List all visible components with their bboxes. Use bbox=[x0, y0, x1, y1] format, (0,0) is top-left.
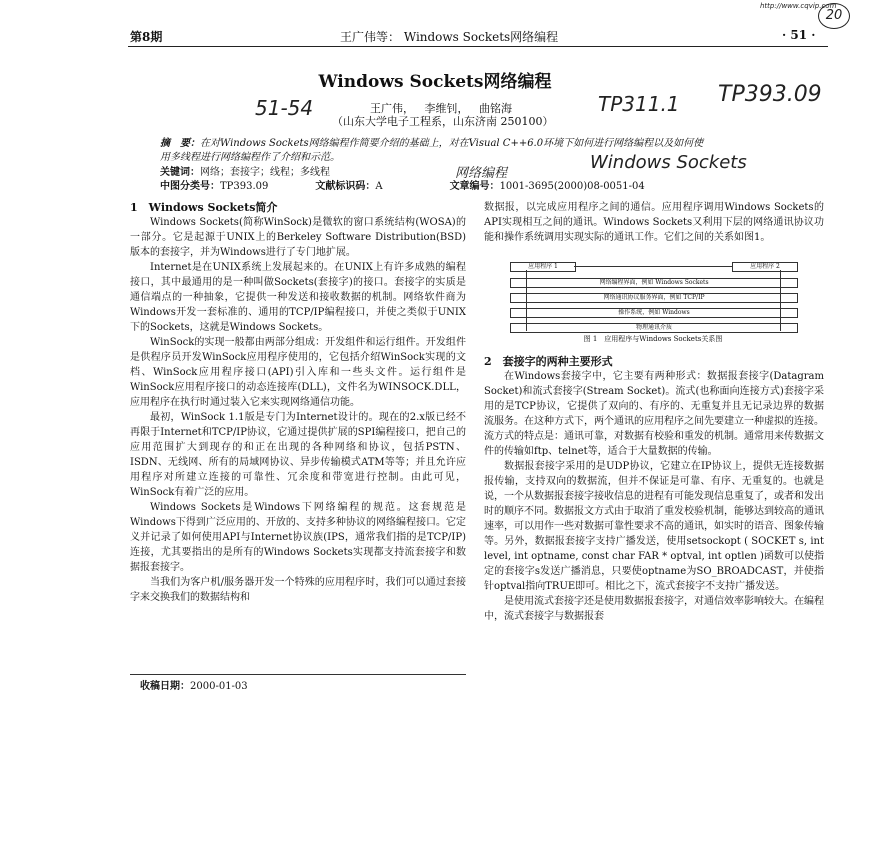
handwritten-title-note: Windows Sockets bbox=[590, 152, 747, 173]
left-column bbox=[130, 200, 466, 670]
figure-line-left bbox=[526, 270, 527, 331]
figure-box-app2: 应用程序 2 bbox=[732, 262, 798, 272]
figure-caption: 图 1 应用程序与Windows Sockets关系图 bbox=[583, 335, 723, 343]
classification-line bbox=[160, 180, 645, 194]
handwritten-pages: 51-54 bbox=[255, 96, 314, 120]
paragraph: Internet是在UNIX系统上发展起来的。在UNIX上有许多成熟的编程接口，其中最通用的是一种叫做Sockets(套接字)的接口。套接字的实质是通信端点的一种抽象，它提供一种发送和接收数据的机制。网络软件商为Windows开发一套标准的、通用的TCP/IP编程接口，并使之类似于UNIX下的Sockets，这就是Windows Sockets。 bbox=[130, 262, 466, 333]
doc-code-value: A bbox=[375, 181, 383, 192]
paragraph: Windows Sockets(简称WinSock)是微软的窗口系统结构(WOSA)的一部分。它是起源于UNIX上的Berkeley Software Distribution(BSD)版本的套接字，并为Windows进行了专门地扩展。 bbox=[130, 217, 466, 258]
section-heading-2: 2 套接字的两种主要形式 bbox=[484, 355, 613, 368]
paragraph: 是使用流式套接字还是使用数据报套接字，对通信效率影响较大。在编程中，流式套接字与数据报套 bbox=[484, 596, 824, 622]
affiliation: （山东大学电子工程系，山东济南 250100） bbox=[332, 115, 554, 128]
circled-page-mark: 20 bbox=[818, 3, 850, 29]
figure-layer-api: 网络编程界面，例如 Windows Sockets bbox=[510, 278, 798, 288]
issue-label: 第8期 bbox=[130, 30, 163, 44]
abstract-label: 摘 要： bbox=[160, 138, 200, 149]
figure-layer-os: 操作系统，例如 Windows bbox=[510, 308, 798, 318]
figure-1 bbox=[506, 262, 800, 344]
received-value: 2000-01-03 bbox=[190, 681, 248, 692]
keywords bbox=[160, 166, 330, 180]
right-column-top bbox=[484, 200, 824, 260]
figure-layer-medium: 物理通讯介质 bbox=[510, 323, 798, 333]
paragraph: 在Windows套接字中，它主要有两种形式：数据报套接字(Datagram Socket)和流式套接字(Stream Socket)。流式(也称面向连接方式)套接字采用的是TCP协议，它提供了双向的、有序的、无重复并且无记录边界的数据流服务。在这种方式下，两个通讯的应用程序之间先要建立一种虚拟的连接。流方式的特点是：通讯可靠，对数据有校验和重发的机制。通常用来传数据文件的传输如ftp、telnet等，适合于大量数据的传输。 bbox=[484, 371, 824, 457]
figure-box-app1: 应用程序 1 bbox=[510, 262, 576, 272]
figure-arrow bbox=[574, 266, 732, 267]
paragraph: 最初，WinSock 1.1版是专门为Internet设计的。现在的2.x版已经不再限于Internet和TCP/IP协议，它通过提供扩展的SPI编程接口，把自己的应用范围扩大到现存的和正在出现的各种网络和协议，包括PSTN、ISDN、无线网、所有的局域网协议、异步传输模式ATM等等；并且允许应用程序对所建立连接的可靠性、冗余度和带宽进行控制。由此可见，WinSock有着广泛的应用。 bbox=[130, 412, 466, 498]
paragraph: Windows Sockets是Windows下网络编程的规范。这套规范是Windows下得到广泛应用的、开放的、支持多种协议的网络编程接口。它定义并记录了如何使用API与Internet协议族(IPS，通常我们指的是TCP/IP)连接，尤其要指出的是所有的Windows Sockets实现都支持流套接字和数据报套接字。 bbox=[130, 502, 466, 573]
authors: 王广伟， 李维钊， 曲铭海 bbox=[370, 102, 512, 115]
article-title: Windows Sockets网络编程 bbox=[318, 72, 552, 92]
figure-layer-protocol: 网络通讯协议服务界面，例如 TCP/IP bbox=[510, 293, 798, 303]
section-heading-1: 1 Windows Sockets简介 bbox=[130, 201, 278, 214]
clc-value: TP393.09 bbox=[220, 181, 269, 192]
paragraph: WinSock的实现一般都由两部分组成：开发组件和运行组件。开发组件是供程序员开发WinSock应用程序使用的，它包括介绍WinSock实现的文档、WinSock应用程序接口(API)引入库和一些头文件。运行组件是WinSock应用程序接口的动态连接库(DLL)，文件名为WINSOCK.DLL，应用程序在执行时通过装入它来实现网络通信功能。 bbox=[130, 337, 466, 408]
article-no-value: 1001-3695(2000)08-0051-04 bbox=[499, 181, 645, 192]
handwritten-class-a: TP311.1 bbox=[598, 92, 680, 116]
abstract-text: 在对Windows Sockets网络编程作简要介绍的基础上，对在Visual C++6.0环境下如何进行网络编程以及如何使用多线程进行网络编程作了介绍和示范。 bbox=[160, 138, 704, 163]
keywords-text: 网络；套接字；线程；多线程 bbox=[200, 167, 330, 178]
footnote-rule bbox=[130, 674, 466, 675]
keywords-label: 关键词： bbox=[160, 167, 200, 178]
right-column-bottom bbox=[484, 354, 824, 838]
paragraph: 数据报，以完成应用程序之间的通信。应用程序调用Windows Sockets的API实现相互之间的通讯。Windows Sockets又利用下层的网络通讯协议功能和操作系统调用实现实际的通讯工作。它们之间的关系如图1。 bbox=[484, 202, 824, 243]
paragraph: 数据报套接字采用的是UDP协议，它建立在IP协议上，提供无连接数据报传输，支持双向的数据流，但并不保证是可靠、有序、无重复的。也就是说，一个从数据报套接字接收信息的进程有可能发现信息重复了，或者和发出时的顺序不同。数据报文方式由于取消了重发校验机制，能够达到较高的通讯速率，可以用作一些对数据可靠性要求不高的通讯，如实时的语音、图象传输等。另外，数据报套接字支持广播发送，使用setsockopt ( SOCKET s, int level, int optname, const char FAR * optval, int optlen )函数可以使指定的套接字s发送广播消息，只要使optname为SO_BROADCAST，并使指针optval指向TRUE即可。相比之下，流式套接字不支持广播发送。 bbox=[484, 461, 824, 592]
article-no-label: 文章编号： bbox=[449, 181, 500, 192]
watermark: http://www.cqvip.com bbox=[760, 2, 837, 10]
handwritten-class-b: TP393.09 bbox=[718, 82, 822, 107]
figure-line-right bbox=[780, 270, 781, 331]
running-title: 王广伟等： Windows Sockets网络编程 bbox=[340, 30, 559, 44]
page-number: · 51 · bbox=[782, 28, 816, 42]
paragraph: 当我们为客户机/服务器开发一个特殊的应用程序时，我们可以通过套接字来交换我们的数据结构和 bbox=[130, 577, 466, 603]
doc-code-label: 文献标识码： bbox=[315, 181, 376, 192]
handwritten-keyword-note: 网络编程 bbox=[455, 166, 508, 181]
clc-label: 中图分类号： bbox=[160, 181, 220, 192]
received-label: 收稿日期： bbox=[140, 681, 190, 692]
header-rule bbox=[128, 46, 828, 47]
received-date bbox=[140, 680, 248, 694]
